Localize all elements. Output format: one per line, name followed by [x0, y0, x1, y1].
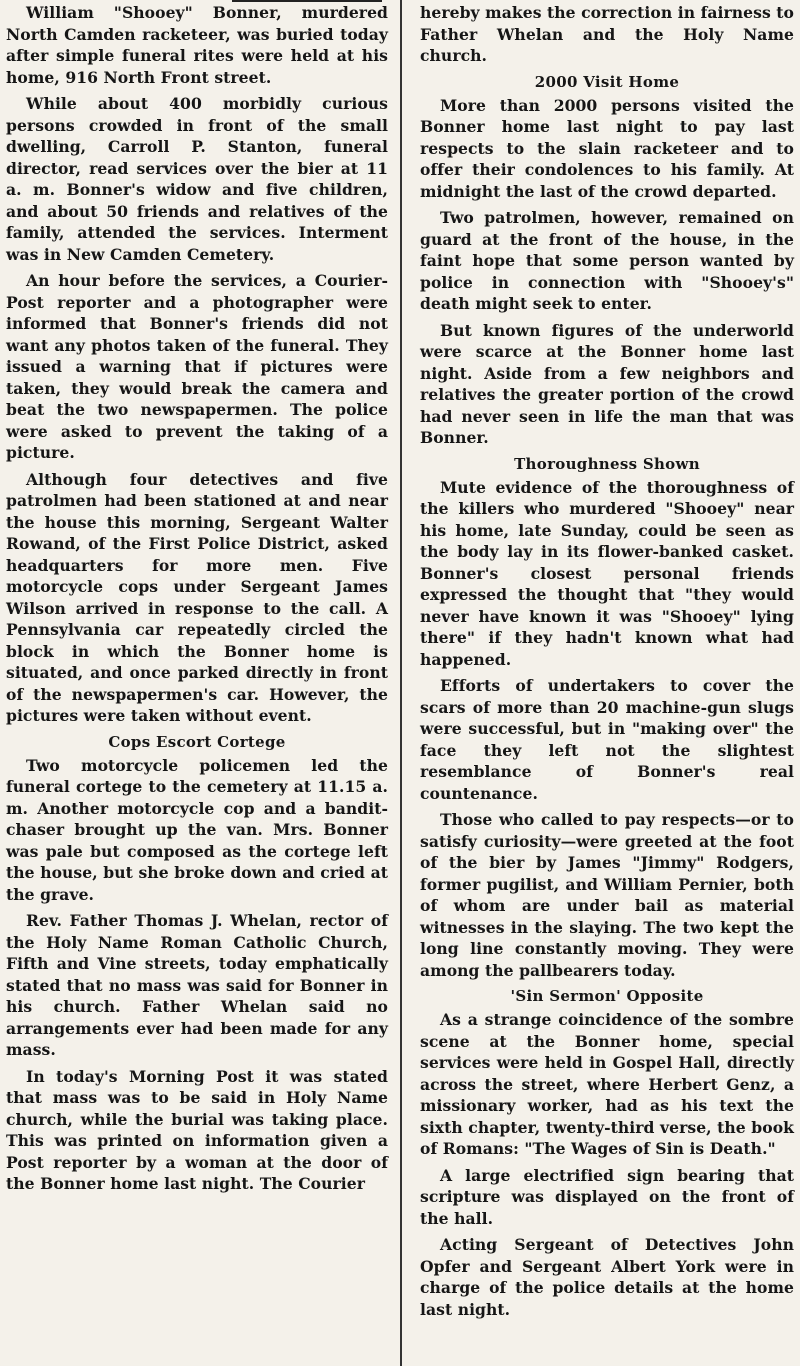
paragraph: William "Shooey" Bonner, murdered North Camden racketeer, was buried today after simple funeral rites were held at his home, 916 North Front street. — [6, 3, 388, 87]
paragraph: Two patrolmen, however, remained on guard at the front of the house, in the faint hope that some person wanted by police in connection with "Shooey's" death might seek to enter. — [420, 208, 794, 313]
subhead: Cops Escort Cortege — [108, 732, 286, 751]
paragraph: Efforts of undertakers to cover the scars of more than 20 machine-gun slugs were successful, but in "making over" the face they left not the slightest resemblance of Bonner's real countenance. — [420, 676, 794, 803]
paragraph: Two motorcycle policemen led the funeral cortege to the cemetery at 11.15 a. m. Another motorcycle cop and a bandit-chaser brought up the van. Mrs. Bonner was pale but composed as the cortege left the house, but she broke down and cried at the grave. — [6, 755, 388, 904]
paragraph: While about 400 morbidly curious persons crowded in front of the small dwelling, Carroll P. Stanton, funeral director, read services over the bier at 11 a. m. Bonner's widow and five children, and about 50 friends and relatives of the family, attended the services. Interment was in New Camden Cemetery. — [6, 94, 388, 264]
subhead: 2000 Visit Home — [534, 72, 680, 91]
paragraph: An hour before the services, a Courier-Post reporter and a photographer were informed that Bonner's friends did not want any photos taken of the funeral. They issued a warning that if pictures were taken, they would break the camera and beat the two newspapermen. The police were asked to prevent the taking of a picture. — [6, 271, 388, 462]
paragraph: hereby makes the correction in fairness to Father Whelan and the Holy Name church. — [420, 3, 794, 65]
left-column — [0, 0, 396, 1366]
paragraph: Rev. Father Thomas J. Whelan, rector of the Holy Name Roman Catholic Church, Fifth and Vine streets, today emphatically stated that no mass was said for Bonner in his church. Father Whelan said no arrangements ever had been made for any mass. — [6, 911, 388, 1059]
paragraph: Mute evidence of the thoroughness of the killers who murdered "Shooey" near his home, late Sunday, could be seen as the body lay in its flower-banked casket. Bonner's closest personal friends expressed the thought that "they would never have known it was "Shooey" lying there" if they hadn't known what had happened. — [420, 477, 794, 669]
paragraph: But known figures of the underworld were scarce at the Bonner home last night. Aside from a few neighbors and relatives the greater portion of the crowd had never seen in life the man that was Bonner. — [420, 320, 794, 447]
paragraph: Although four detectives and five patrolmen had been stationed at and near the house this morning, Sergeant Walter Rowand, of the First Police District, asked headquarters for more men. Five motorcycle cops under Sergeant James Wilson arrived in response to the call. A Pennsylvania car repeatedly circled the block in which the Bonner home is situated, and once parked directly in front of the newspapermen's car. However, the pictures were taken without event. — [6, 469, 388, 725]
paragraph: As a strange coincidence of the sombre scene at the Bonner home, special services were held in Gospel Hall, directly across the street, where Herbert Genz, a missionary worker, had as his text the sixth chapter, twenty-third verse, the book of Romans: "The Wages of Sin is Death." — [420, 1010, 794, 1158]
paragraph: More than 2000 persons visited the Bonner home last night to pay last respects to the slain racketeer and to offer their condolences to his family. At midnight the last of the crowd departed. — [420, 95, 794, 201]
right-column — [406, 0, 800, 1366]
paragraph: A large electrified sign bearing that scripture was displayed on the front of the hall. — [420, 1165, 794, 1228]
column-divider — [400, 0, 402, 1366]
subhead: 'Sin Sermon' Opposite — [510, 987, 704, 1005]
subhead: Thoroughness Shown — [514, 454, 700, 473]
paragraph: Those who called to pay respects—or to satisfy curiosity—were greeted at the foot of the bier by James "Jimmy" Rodgers, former pugilist, and William Pernier, both of whom are under bail as material witnesses in the slaying. The two kept the long line constantly moving. They were among the pallbearers today. — [420, 810, 794, 980]
paragraph: In today's Morning Post it was stated that mass was to be said in Holy Name church, while the burial was taking place. This was printed on information given a Post reporter by a woman at the door of the Bonner home last night. The Courier — [6, 1066, 388, 1193]
paragraph: Acting Sergeant of Detectives John Opfer and Sergeant Albert York were in charge of the police details at the home last night. — [420, 1235, 794, 1319]
